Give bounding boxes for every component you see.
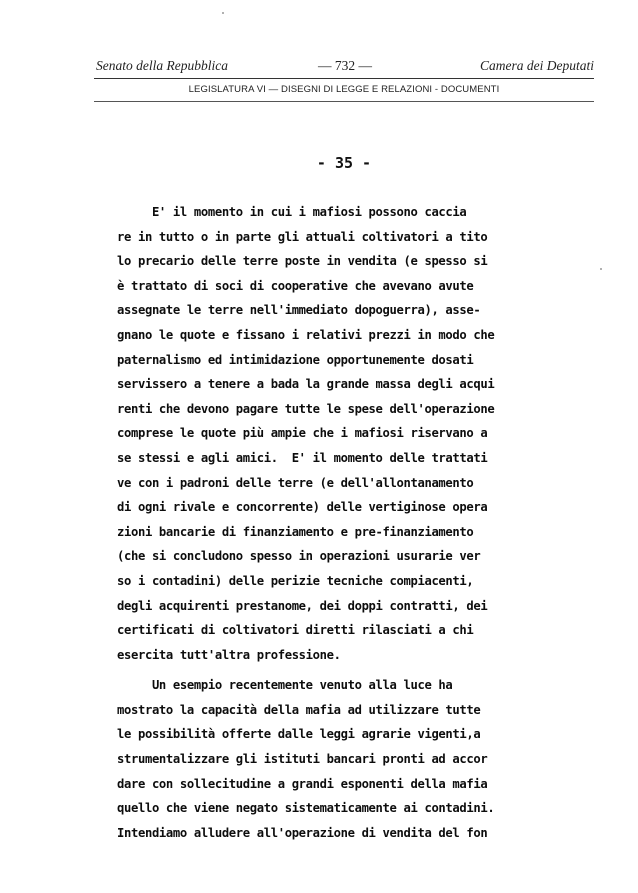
header-subrule [94,101,594,102]
text-line: se stessi e agli amici. E' il momento delle trattati [117,450,488,465]
text-line: lo precario delle terre poste in vendita (e spesso si [117,254,488,269]
paragraph [117,673,597,845]
typed-page-marker: - 35 - [316,154,372,172]
text-line: è trattato di soci di cooperative che avevano avute [117,278,474,293]
text-line: gnano le quote e fissano i relativi prezzi in modo che [117,327,495,342]
text-line: Intendiamo alludere all'operazione di vendita del fon [117,825,488,840]
text-line: paternalismo ed intimidazione opportunemente dosati [117,352,474,367]
scan-speck [600,268,602,270]
text-line: Un esempio recentemente venuto alla luce ha [117,678,453,693]
running-header [96,58,594,78]
header-rule [94,78,594,79]
text-line: strumentalizzare gli istituti bancari pronti ad accor [117,752,488,767]
text-line: degli acquirenti prestanome, dei doppi contratti, dei [117,598,488,613]
text-line: le possibilità offerte dalle leggi agrarie vigenti,a [117,727,481,742]
text-line: zioni bancarie di finanziamento e pre-finanziamento [117,524,474,539]
text-line: servissero a tenere a bada la grande massa degli acqui [117,377,495,392]
text-line: quello che viene negato sistematicamente ai contadini. [117,801,495,816]
text-line: esercita tutt'altra professione. [117,647,341,662]
text-line: certificati di coltivatori diretti rilasciati a chi [117,623,474,638]
text-line: renti che devono pagare tutte le spese dell'operazione [117,401,495,416]
header-senate: Senato della Repubblica [96,58,228,73]
text-line: so i contadini) delle perizie tecniche compiacenti, [117,573,474,588]
text-line: re in tutto o in parte gli attuali coltivatori a tito [117,229,488,244]
text-line: assegnate le terre nell'immediato dopoguerra), asse- [117,303,481,318]
text-line: E' il momento in cui i mafiosi possono caccia [117,205,467,219]
paragraph [117,200,597,667]
text-line: ve con i padroni delle terre (e dell'allontanamento [117,475,474,490]
header-chamber: Camera dei Deputati [480,58,594,73]
scan-speck [222,12,224,14]
document-body [117,200,597,845]
text-line: dare con sollecitudine a grandi esponenti della mafia [117,776,488,791]
text-line: comprese le quote più ampie che i mafiosi riservano a [117,426,488,441]
text-line: di ogni rivale e concorrente) delle vertiginose opera [117,500,488,515]
legislature-line: LEGISLATURA VI — DISEGNI DI LEGGE E RELAZIONI - DOCUMENTI [188,84,500,95]
header-page-number: — 732 — [318,58,372,73]
text-line: mostrato la capacità della mafia ad utilizzare tutte [117,702,481,717]
text-line: (che si concludono spesso in operazioni usurarie ver [117,549,481,564]
